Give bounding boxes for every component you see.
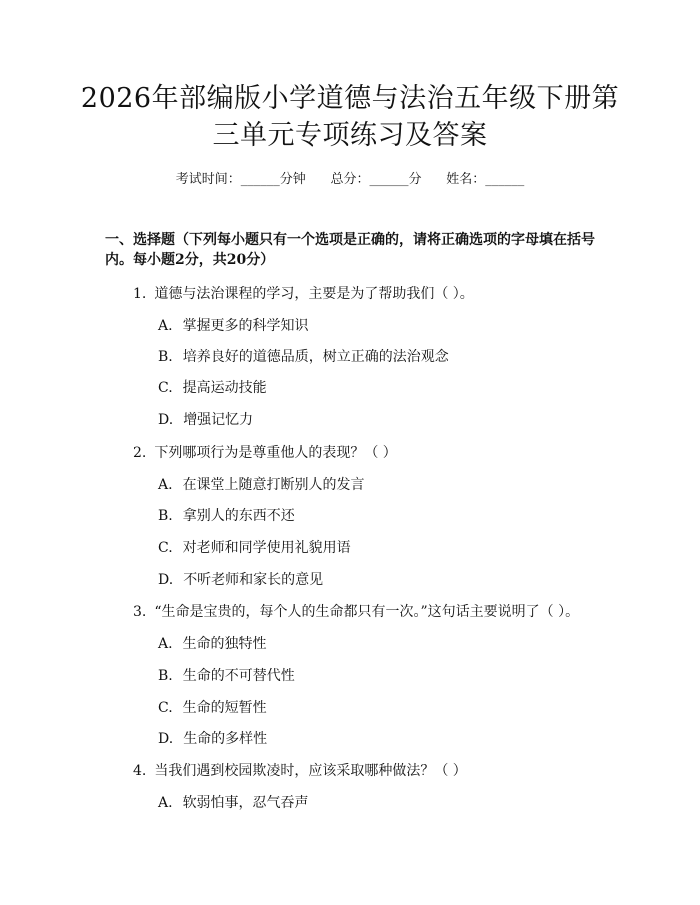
option-label: D. xyxy=(158,572,174,588)
question-3-option-d xyxy=(158,728,267,748)
option-label: D. xyxy=(158,412,174,428)
option-text: 在课堂上随意打断别人的发言 xyxy=(182,477,365,493)
question-number: 2. xyxy=(133,445,147,461)
question-1-option-d xyxy=(158,409,253,429)
question-text: 当我们遇到校园欺凌时，应该采取哪种做法？（ ） xyxy=(154,763,467,779)
option-label: B. xyxy=(158,508,173,524)
question-4-option-a xyxy=(158,792,309,812)
option-text: 对老师和同学使用礼貌用语 xyxy=(182,540,351,556)
question-2 xyxy=(133,442,397,462)
section-heading-line-2: 内。每小题2分，共20分） xyxy=(105,252,275,268)
question-number: 4. xyxy=(133,763,147,779)
question-1-option-b xyxy=(158,346,449,366)
question-3 xyxy=(133,601,579,621)
question-text: 下列哪项行为是尊重他人的表现？（ ） xyxy=(154,445,397,461)
question-number: 1. xyxy=(133,286,147,302)
option-label: D. xyxy=(158,731,174,747)
option-label: C. xyxy=(158,700,173,716)
question-4 xyxy=(133,760,467,780)
option-label: C. xyxy=(158,380,173,396)
option-text: 提高运动技能 xyxy=(182,380,267,396)
question-2-option-d xyxy=(158,569,323,589)
exam-info: 考试时间：______分钟 总分：______分 姓名：______ xyxy=(175,172,525,187)
question-2-option-b xyxy=(158,505,295,525)
question-1-option-c xyxy=(158,377,267,397)
question-1-option-a xyxy=(158,315,309,335)
option-text: 软弱怕事，忍气吞声 xyxy=(182,795,309,811)
option-label: C. xyxy=(158,540,173,556)
option-text: 不听老师和家长的意见 xyxy=(183,572,324,588)
question-3-option-a xyxy=(158,633,267,653)
option-text: 增强记忆力 xyxy=(183,412,254,428)
option-text: 拿别人的东西不还 xyxy=(182,508,295,524)
option-text: 掌握更多的科学知识 xyxy=(182,318,309,334)
question-1 xyxy=(133,283,474,303)
option-label: A. xyxy=(158,795,173,811)
question-text: 道德与法治课程的学习，主要是为了帮助我们（ ）。 xyxy=(154,286,474,302)
question-2-option-a xyxy=(158,474,365,494)
option-label: A. xyxy=(158,318,173,334)
document-title-line-2: 三单元专项练习及答案 xyxy=(212,120,488,151)
document-title-line-1: 2026年部编版小学道德与法治五年级下册第 xyxy=(80,83,620,114)
option-text: 培养良好的道德品质，树立正确的法治观念 xyxy=(182,349,449,365)
question-text: “生命是宝贵的，每个人的生命都只有一次。”这句话主要说明了（ ）。 xyxy=(154,604,580,620)
question-3-option-b xyxy=(158,665,295,685)
option-label: B. xyxy=(158,349,173,365)
option-text: 生命的多样性 xyxy=(183,731,268,747)
question-number: 3. xyxy=(133,604,147,620)
option-label: B. xyxy=(158,668,173,684)
option-label: A. xyxy=(158,477,173,493)
option-text: 生命的独特性 xyxy=(182,636,267,652)
option-label: A. xyxy=(158,636,173,652)
option-text: 生命的不可替代性 xyxy=(182,668,295,684)
question-2-option-c xyxy=(158,537,351,557)
option-text: 生命的短暂性 xyxy=(182,700,267,716)
section-heading-line-1: 一、选择题（下列每小题只有一个选项是正确的，请将正确选项的字母填在括号 xyxy=(105,232,595,248)
question-3-option-c xyxy=(158,697,267,717)
